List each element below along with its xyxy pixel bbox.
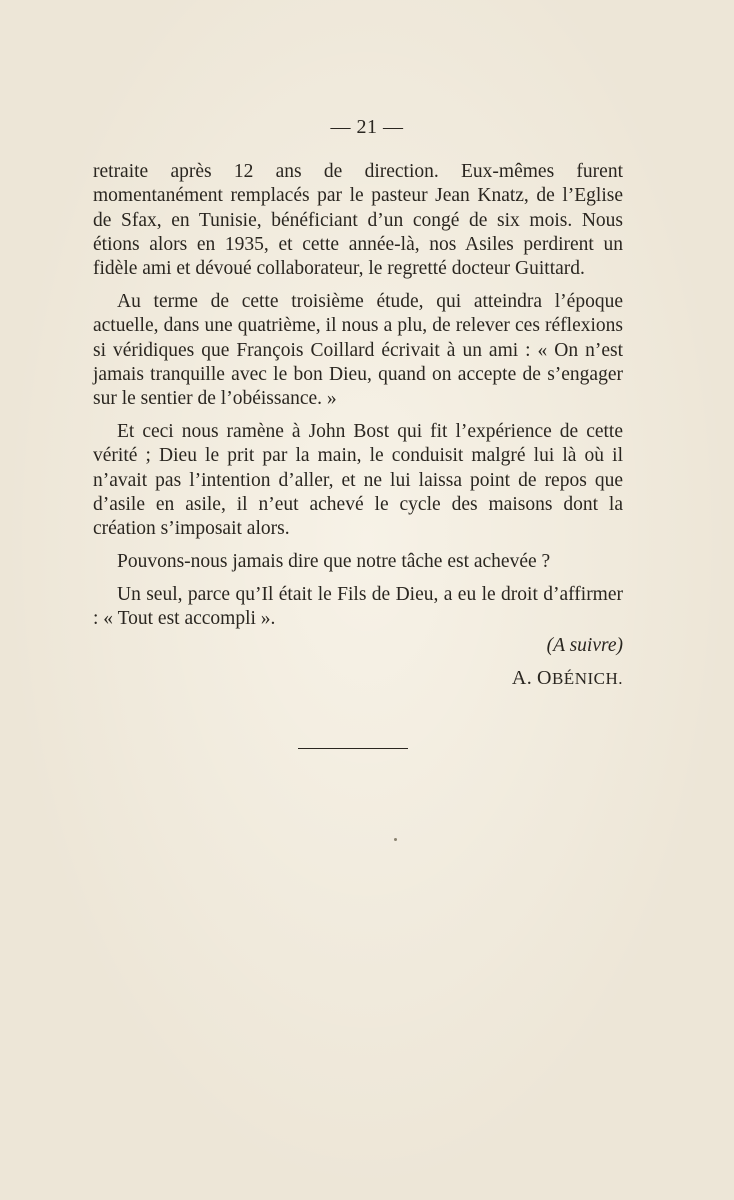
paragraph-3: Et ceci nous ramène à John Bost qui fit l’expérience de cette vérité ; Dieu le prit par la main, le conduisit malgré lui là où il n’avait pas l’intention d’aller, et ne lui laissa point de repos que d’asile en asile, il n’eut achevé le cycle des maisons dont la création s’imposait alors. xyxy=(93,420,623,540)
paragraph-4: Pouvons-nous jamais dire que notre tâche est achevée ? xyxy=(117,550,551,572)
article-body xyxy=(93,160,623,691)
signature-initial: A. xyxy=(511,666,533,689)
continuation-note: (A suivre) xyxy=(546,635,623,657)
author-signature xyxy=(93,666,623,691)
paragraph-2: Au terme de cette troisième étude, qui atteindra l’époque actuelle, dans une quatrième, il nous a plu, de relever ces réflexions si véridiques que François Coillard écrivait à un ami : « On n’est jamais tranquille avec le bon Dieu, quand on accepte de s’engager sur le sentier de l’obéissance. » xyxy=(93,290,623,410)
paragraph-1: retraite après 12 ans de direction. Eux-mêmes furent momentanément remplacés par le pasteur Jean Knatz, de l’Eglise de Sfax, en Tunisie, bénéficiant d’un congé de six mois. Nous étions alors en 1935, et cette année-là, nos Asiles perdirent un fidèle ami et dévoué collaborateur, le regretté docteur Guittard. xyxy=(93,161,623,280)
section-divider xyxy=(298,748,408,749)
page-number: — 21 — xyxy=(330,116,404,138)
signature-rest: BÉNICH. xyxy=(551,668,623,688)
paragraph-5: Un seul, parce qu’Il était le Fils de Dieu, a eu le droit d’affirmer : « Tout est accompli ». xyxy=(93,583,623,630)
paper-speck xyxy=(394,838,397,841)
signature-first-letter: O xyxy=(537,666,552,689)
